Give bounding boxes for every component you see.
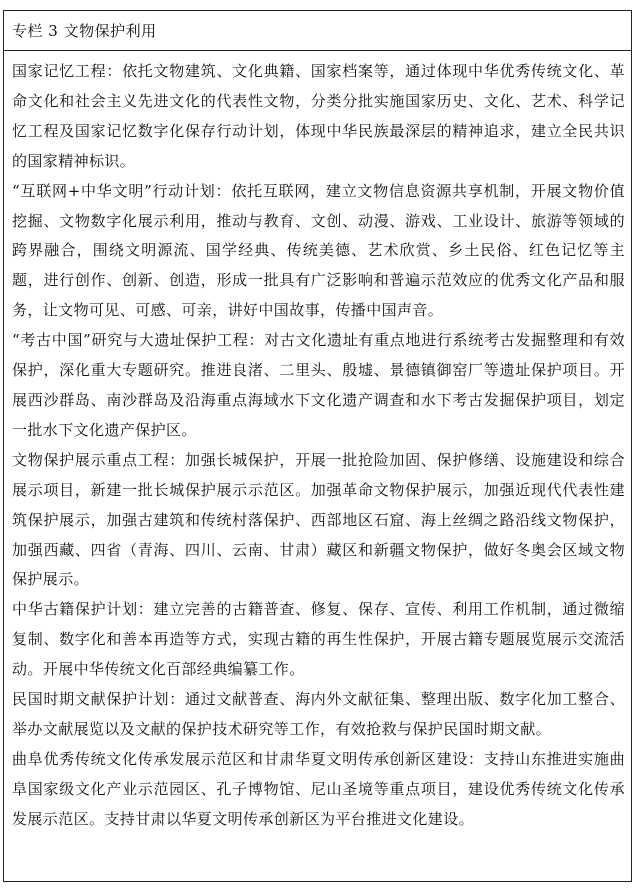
item-republican-documents: 民国时期文献保护计划：通过文献普查、海内外文献征集、整理出版、数字化加工整合、举办文献展览以及文献的保护技术研究等工作，有效抢救与保护民国时期文献。 bbox=[12, 690, 625, 738]
item-qufu-gansu: 曲阜优秀传统文化传承发展示范区和甘肃华夏文明传承创新区建设：支持山东推进实施曲阜国家级文化产业示范园区、孔子博物馆、尼山圣境等重点项目，建设优秀传统文化传承发展示范区。支持甘肃以华夏文明传承创新区为平台推进文化建设。 bbox=[12, 749, 625, 828]
column-body bbox=[4, 51, 631, 835]
item-internet-civilization: “互联网+中华文明”行动计划：依托互联网，建立文物信息资源共享机制，开展文物价值挖掘、文物数字化展示利用，推动与教育、文创、动漫、游戏、工业设计、旅游等领域的跨界融合，围绕文明源流、国学经典、传统美德、艺术欣赏、乡土民俗、红色记忆等主题，进行创作、创新、创造，形成一批具有广泛影响和普遍示范效应的优秀文化产品和服务，让文物可见、可感、可亲，讲好中国故事，传播中国声音。 bbox=[12, 181, 625, 320]
column-title: 专栏 3 文物保护利用 bbox=[4, 11, 631, 51]
item-national-memory: 国家记忆工程：依托文物建筑、文化典籍、国家档案等，通过体现中华优秀传统文化、革命文化和社会主义先进文化的代表性文物，分类分批实施国家历史、文化、艺术、科学记忆工程及国家记忆数字化保存行动计划，体现中华民族最深层的精神追求，建立全民共识的国家精神标识。 bbox=[12, 62, 625, 170]
column-box bbox=[3, 10, 632, 882]
item-archaeology-china: “考古中国”研究与大遗址保护工程：对古文化遗址有重点地进行系统考古发掘整理和有效保护，深化重大专题研究。推进良渚、二里头、殷墟、景德镇御窑厂等遗址保护项目。开展西沙群岛、南沙群岛及沿海重点海域水下文化遗产调查和水下考古发掘保护项目，划定一批水下文化遗产保护区。 bbox=[12, 331, 625, 439]
item-ancient-books: 中华古籍保护计划：建立完善的古籍普查、修复、保存、宣传、利用工作机制，通过微缩复制、数字化和善本再造等方式，实现古籍的再生性保护，开展古籍专题展览展示交流活动。开展中华传统文化百部经典编纂工作。 bbox=[12, 600, 625, 679]
item-heritage-display: 文物保护展示重点工程：加强长城保护，开展一批抢险加固、保护修缮、设施建设和综合展示项目，新建一批长城保护展示示范区。加强革命文物保护展示，加强近现代代表性建筑保护展示，加强古建筑和传统村落保护、西部地区石窟、海上丝绸之路沿线文物保护，加强西藏、四省（青海、四川、云南、甘肃）藏区和新疆文物保护，做好冬奥会区域文物保护展示。 bbox=[12, 450, 625, 589]
